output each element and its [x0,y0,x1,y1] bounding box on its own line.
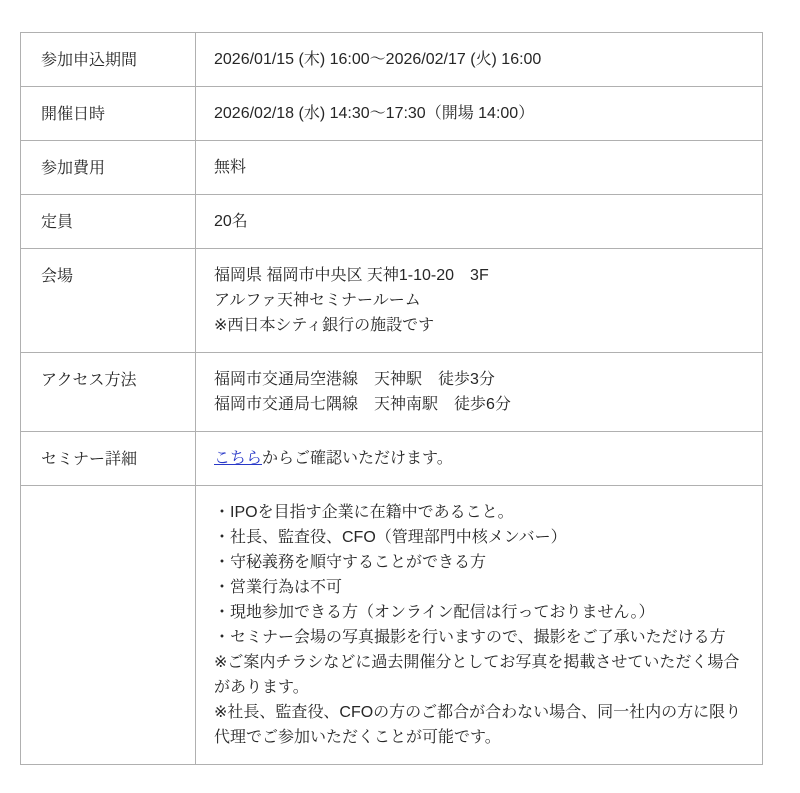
cell-line: があります。 [214,679,309,696]
row-header-access: アクセス方法 [21,353,196,431]
table-row-participation-requirements [21,486,762,764]
cell-line: ・守秘義務を順守することができる方 [214,554,487,571]
table-row-application-period [21,33,762,87]
table-row-seminar-details [21,432,762,486]
cell-line: 2026/01/15 (木) 16:00～2026/02/17 (火) 16:00 [214,51,542,68]
cell-line: ※社長、監査役、CFOの方のご都合が合わない場合、同一社内の方に限り [214,704,742,721]
cell-line: 福岡市交通局七隅線 天神南駅 徒歩6分 [214,396,511,413]
row-header-participation-requirements [21,486,196,764]
cell-line: 20名 [214,213,248,230]
row-value-event-datetime [196,87,762,140]
cell-line: 福岡県 福岡市中央区 天神1-10-20 3F [214,267,489,284]
cell-line: 無料 [214,159,247,176]
row-value-participation-requirements [196,486,762,764]
cell-line: ・IPOを目指す企業に在籍中であること。 [214,504,514,521]
cell-line: ・営業行為は不可 [214,579,343,596]
row-value-application-period [196,33,762,86]
row-value-participation-fee [196,141,762,194]
cell-line: ※ご案内チラシなどに過去開催分としてお写真を掲載させていただく場合 [214,654,740,671]
seminar-details-link-suffix: からご確認いただけます。 [262,450,453,467]
cell-line: ・現地参加できる方（オンライン配信は行っておりません。） [214,604,655,621]
table-row-event-datetime [21,87,762,141]
row-header-capacity: 定員 [21,195,196,248]
row-value-seminar-details [196,432,762,485]
cell-line: 福岡市交通局空港線 天神駅 徒歩3分 [214,371,495,388]
cell-line: アルファ天神セミナールーム [214,292,421,309]
cell-line: ・セミナー会場の写真撮影を行いますので、撮影をご了承いただける方 [214,629,726,646]
cell-line [214,446,746,471]
row-value-capacity [196,195,762,248]
table-row-venue [21,249,762,353]
cell-line: 代理でご参加いただくことが可能です。 [214,729,501,746]
cell-line: ※西日本シティ銀行の施設です [214,317,435,334]
table-row-capacity [21,195,762,249]
row-header-venue: 会場 [21,249,196,352]
row-header-application-period: 参加申込期間 [21,33,196,86]
table-row-access [21,353,762,432]
seminar-info-table [20,32,763,765]
cell-line: 2026/02/18 (水) 14:30～17:30（開場 14:00） [214,105,535,122]
row-header-seminar-details: セミナー詳細 [21,432,196,485]
cell-line: ・社長、監査役、CFO（管理部門中核メンバー） [214,529,567,546]
seminar-details-link[interactable]: こちら [214,450,263,467]
row-value-access [196,353,762,431]
row-header-participation-fee: 参加費用 [21,141,196,194]
row-header-event-datetime: 開催日時 [21,87,196,140]
row-value-venue [196,249,762,352]
table-row-participation-fee [21,141,762,195]
